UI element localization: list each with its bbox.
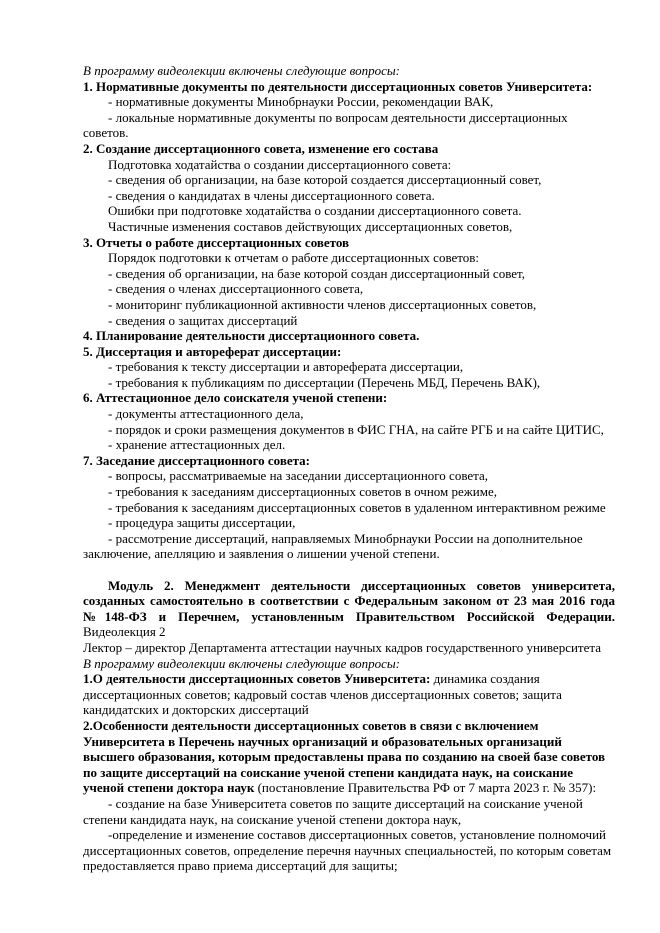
paragraph [83, 718, 615, 796]
text-run: 1.О деятельности диссертационных советов Университета: [83, 671, 431, 687]
paragraph [83, 515, 615, 531]
text-run: - требования к тексту диссертации и автореферата диссертации, [108, 359, 464, 375]
paragraph [83, 172, 615, 188]
text-run: 2. Создание диссертационного совета, изменение его состава [83, 140, 439, 156]
paragraph-spacer [83, 562, 615, 578]
text-run: (постановление Правительства РФ от 7 марта 2023 г. № 357): [254, 780, 597, 796]
paragraph [83, 141, 615, 157]
paragraph [83, 328, 615, 344]
paragraph [83, 578, 615, 640]
paragraph [83, 63, 615, 79]
text-run: 6. Аттестационное дело соискателя ученой степени: [83, 390, 388, 406]
text-run: Порядок подготовки к отчетам о работе диссертационных советов: [108, 250, 480, 266]
paragraph [83, 796, 615, 827]
text-run: - локальные нормативные документы по вопросам деятельности диссертационных советов. [83, 109, 568, 141]
paragraph [83, 313, 615, 329]
text-run: - вопросы, рассматриваемые на заседании диссертационного совета, [108, 468, 489, 484]
text-run: - процедура защиты диссертации, [108, 515, 296, 531]
paragraph [83, 390, 615, 406]
text-run: - требования к публикациям по диссертации (Перечень МБД, Перечень ВАК), [108, 374, 541, 390]
paragraph [83, 827, 615, 874]
paragraph [83, 344, 615, 360]
paragraph [83, 79, 615, 95]
paragraph [83, 266, 615, 282]
text-run: - сведения о кандидатах в члены диссертационного совета. [108, 187, 435, 203]
text-run: 5. Диссертация и автореферат диссертации: [83, 343, 342, 359]
paragraph [83, 437, 615, 453]
paragraph [83, 219, 615, 235]
text-run: - рассмотрение диссертаций, направляемых Минобрнауки России на дополнительное заключение, апелляцию и заявления о лишении ученой степени. [83, 530, 583, 562]
text-run: Подготовка ходатайства о создании диссертационного совета: [108, 156, 452, 172]
paragraph [83, 640, 615, 656]
text-run: Видеолекция 2 [83, 624, 166, 640]
paragraph [83, 531, 615, 562]
text-run: Лектор – директор Департамента аттестации научных кадров государственного университета [83, 639, 601, 655]
text-run: -определение и изменение составов диссертационных советов, установление полномочий диссертационных советов, определение перечня научных специальностей, по которым советам предоставляется право приема диссертаций для защиты; [83, 827, 612, 874]
paragraph [83, 671, 615, 718]
text-run: Ошибки при подготовке ходатайства о создании диссертационного совета. [108, 203, 522, 219]
text-run: Частичные изменения составов действующих диссертационных советов, [108, 218, 513, 234]
text-run: 3. Отчеты о работе диссертационных советов [83, 234, 350, 250]
text-run: 7. Заседание диссертационного совета: [83, 452, 311, 468]
text-run: В программу видеолекции включены следующие вопросы: [83, 655, 401, 671]
paragraph [83, 375, 615, 391]
text-run: - порядок и сроки размещения документов в ФИС ГНА, на сайте РГБ и на сайте ЦИТИС, [108, 421, 604, 437]
text-run: В программу видеолекции включены следующие вопросы: [83, 63, 401, 78]
text-run: - сведения об организации, на базе которой создается диссертационный совет, [108, 172, 542, 188]
text-run: - сведения о членах диссертационного совета, [108, 281, 364, 297]
paragraph [83, 157, 615, 173]
text-run: 1. Нормативные документы по деятельности диссертационных советов Университета: [83, 78, 593, 94]
text-run: 2.Особенности деятельности диссертационных советов в связи с включением Университета в Перечень научных организаций и образовательных организаций высшего образования, которым предоставлены права по созданию на своей базе советов по защите диссертаций на соискание ученой степени кандидата наук, на соискание ученой степени доктора наук [83, 717, 606, 796]
paragraph [83, 281, 615, 297]
paragraph [83, 203, 615, 219]
paragraph [83, 94, 615, 110]
text-run: - требования к заседаниям диссертационных советов в удаленном интерактивном режиме [108, 499, 606, 515]
text-run: - мониторинг публикационной активности членов диссертационных советов, [108, 296, 537, 312]
text-run: 4. Планирование деятельности диссертационного совета. [83, 328, 420, 344]
text-run: динамика создания диссертационных советов; кадровый состав членов диссертационных советов; защита кандидатских и докторских диссертаций [83, 671, 562, 718]
paragraph [83, 500, 615, 516]
paragraph [83, 188, 615, 204]
paragraph [83, 468, 615, 484]
paragraph [83, 110, 615, 141]
text-run: - нормативные документы Минобрнауки России, рекомендации ВАК, [108, 94, 494, 110]
text-run: Модуль 2. Менеджмент деятельности диссертационных советов университета, созданных самостоятельно в соответствии с Федеральным законом от 23 мая 2016 года №148-ФЗ и Перечнем, установленным Правительством Российской Федерации. [83, 577, 615, 624]
paragraph [83, 422, 615, 438]
paragraph [83, 406, 615, 422]
paragraph [83, 656, 615, 672]
paragraph [83, 484, 615, 500]
paragraph [83, 359, 615, 375]
text-run: - создание на базе Университета советов по защите диссертаций на соискание ученой степени кандидата наук, на соискание ученой степени доктора наук, [83, 795, 583, 827]
paragraph [83, 235, 615, 251]
text-run: - требования к заседаниям диссертационных советов в очном режиме, [108, 484, 497, 500]
paragraph [83, 453, 615, 469]
text-run: - хранение аттестационных дел. [108, 437, 286, 453]
text-run: - документы аттестационного дела, [108, 406, 304, 422]
text-run: - сведения об организации, на базе которой создан диссертационный совет, [108, 265, 525, 281]
paragraph [83, 297, 615, 313]
text-run: - сведения о защитах диссертаций [108, 312, 298, 328]
paragraph [83, 250, 615, 266]
document-body [83, 63, 615, 874]
